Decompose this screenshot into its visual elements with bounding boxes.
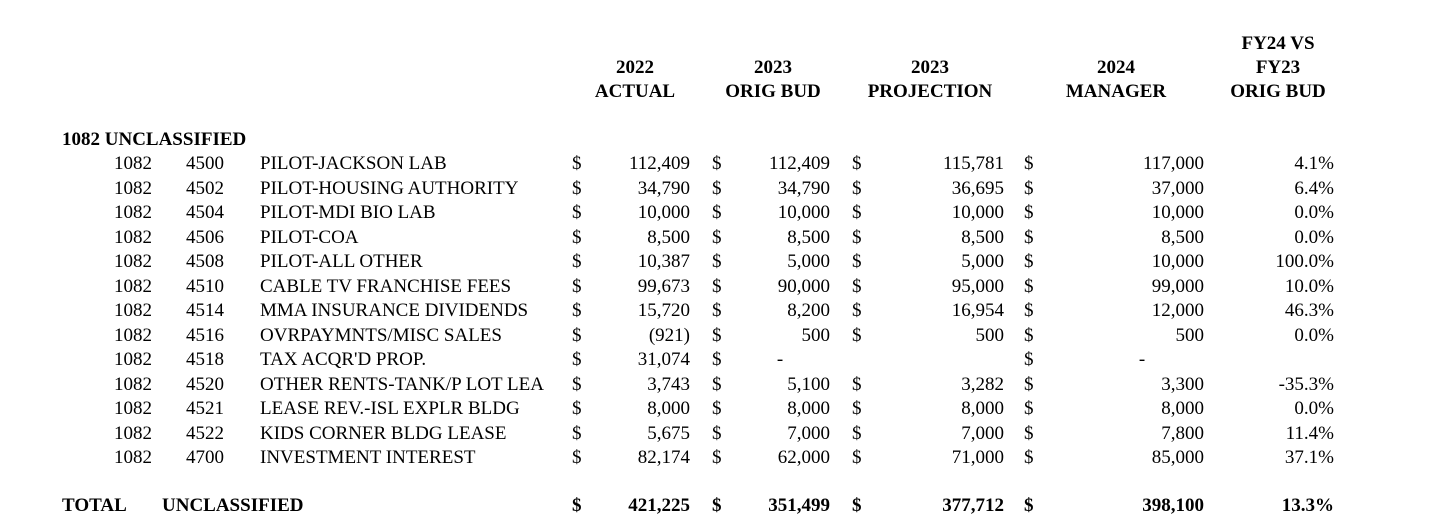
header-line: 2023	[754, 57, 792, 78]
pct-change: 4.1%	[1294, 153, 1334, 174]
account-code: 4500	[186, 153, 224, 174]
currency-sign: $	[712, 177, 722, 199]
pct-change: 0.0%	[1294, 226, 1334, 248]
manager-2024: 117,000	[1142, 153, 1204, 174]
currency-sign: $	[572, 300, 582, 321]
projection-2023: 36,695	[951, 177, 1004, 199]
fund-code: 1082	[114, 422, 152, 444]
projection-2023: 8,500	[961, 226, 1004, 248]
projection-2023: 5,000	[961, 251, 1004, 272]
projection-2023: 7,000	[961, 422, 1004, 444]
currency-sign: $	[572, 226, 582, 248]
account-description: PILOT-HOUSING AUTHORITY	[260, 177, 519, 199]
fund-code: 1082	[114, 447, 152, 468]
fund-code: 1082	[114, 300, 152, 321]
manager-2024: 85,000	[1151, 447, 1204, 468]
fund-code: 1082	[114, 177, 152, 199]
actual-2022: 8,000	[647, 398, 690, 419]
currency-sign: $	[572, 251, 582, 272]
manager-2024: 10,000	[1151, 202, 1204, 223]
currency-sign: $	[1024, 324, 1034, 346]
account-code: 4521	[186, 398, 224, 419]
currency-sign: $	[1024, 495, 1034, 516]
currency-sign: $	[1024, 398, 1034, 419]
account-description: INVESTMENT INTEREST	[260, 447, 476, 468]
projection-2023: 8,000	[961, 398, 1004, 419]
account-description: PILOT-COA	[260, 226, 359, 248]
currency-sign: $	[1024, 300, 1034, 321]
orig-bud-2023: 8,200	[787, 300, 830, 321]
pct-change: 37.1%	[1284, 447, 1334, 468]
currency-sign: $	[852, 422, 862, 444]
header-line: MANAGER	[1065, 81, 1167, 102]
currency-sign: $	[1024, 177, 1034, 199]
orig-bud-2023: 8,000	[787, 398, 830, 419]
account-description: PILOT-MDI BIO LAB	[260, 202, 436, 223]
actual-2022: 15,720	[637, 300, 690, 321]
currency-sign: $	[852, 398, 862, 419]
account-description: LEASE REV.-ISL EXPLR BLDG	[260, 398, 520, 419]
section-title: 1082 UNCLASSIFIED	[62, 129, 247, 150]
account-description: CABLE TV FRANCHISE FEES	[260, 275, 512, 297]
currency-sign: $	[1024, 275, 1034, 297]
currency-sign: $	[852, 324, 862, 346]
header-line: 2022	[616, 57, 654, 78]
fund-code: 1082	[114, 202, 152, 223]
total-manager-2024: 398,100	[1142, 495, 1204, 516]
actual-2022: 31,074	[637, 349, 690, 370]
actual-2022: 8,500	[647, 226, 690, 248]
currency-sign: $	[852, 373, 862, 395]
account-description: KIDS CORNER BLDG LEASE	[260, 422, 507, 444]
actual-2022: 5,675	[647, 422, 690, 444]
currency-sign: $	[1024, 251, 1034, 272]
currency-sign: $	[572, 177, 582, 199]
header-line: ORIG BUD	[1230, 81, 1326, 102]
account-description: OVRPAYMNTS/MISC SALES	[260, 324, 502, 346]
account-description: PILOT-JACKSON LAB	[260, 153, 447, 174]
header-line: 2023	[911, 57, 949, 78]
account-code: 4516	[186, 324, 224, 346]
projection-2023: 71,000	[951, 447, 1004, 468]
manager-2024: 37,000	[1151, 177, 1204, 199]
currency-sign: $	[572, 324, 582, 346]
pct-change: 0.0%	[1294, 398, 1334, 419]
currency-sign: $	[712, 275, 722, 297]
header-line: FY24 VS	[1241, 33, 1315, 54]
currency-sign: $	[712, 300, 722, 321]
account-description: TAX ACQR'D PROP.	[260, 349, 427, 370]
projection-2023: 500	[975, 324, 1004, 346]
currency-sign: $	[852, 226, 862, 248]
manager-2024: 8,000	[1161, 398, 1204, 419]
currency-sign: $	[712, 398, 722, 419]
currency-sign: $	[712, 373, 722, 395]
account-code: 4504	[186, 202, 224, 223]
pct-change: 11.4%	[1285, 422, 1334, 444]
pct-change: 6.4%	[1294, 177, 1334, 199]
pct-change: 10.0%	[1284, 275, 1334, 297]
account-description: MMA INSURANCE DIVIDENDS	[260, 300, 529, 321]
fund-code: 1082	[114, 251, 152, 272]
fund-code: 1082	[114, 349, 152, 370]
actual-2022: 82,174	[637, 447, 690, 468]
pct-change: 0.0%	[1294, 324, 1334, 346]
actual-2022: 112,409	[628, 153, 690, 174]
actual-2022: 34,790	[637, 177, 690, 199]
header-line: ACTUAL	[594, 81, 676, 102]
manager-2024: 10,000	[1151, 251, 1204, 272]
manager-2024: 7,800	[1161, 422, 1204, 444]
fund-code: 1082	[114, 153, 152, 174]
currency-sign: $	[712, 447, 722, 468]
fund-code: 1082	[114, 398, 152, 419]
currency-sign: $	[712, 324, 722, 346]
pct-change: 0.0%	[1294, 202, 1334, 223]
manager-2024: 8,500	[1161, 226, 1204, 248]
currency-sign: $	[712, 251, 722, 272]
manager-2024: 99,000	[1151, 275, 1204, 297]
manager-2024: 500	[1175, 324, 1204, 346]
currency-sign: $	[852, 447, 862, 468]
projection-2023: 3,282	[961, 373, 1004, 395]
currency-sign: $	[1024, 373, 1034, 395]
currency-sign: $	[572, 153, 582, 174]
manager-2024: 12,000	[1151, 300, 1204, 321]
manager-2024: -	[1138, 349, 1146, 370]
currency-sign: $	[572, 349, 582, 370]
currency-sign: $	[572, 202, 582, 223]
currency-sign: $	[572, 373, 582, 395]
currency-sign: $	[1024, 349, 1034, 370]
currency-sign: $	[852, 495, 862, 516]
currency-sign: $	[852, 153, 862, 174]
orig-bud-2023: 8,500	[787, 226, 830, 248]
account-code: 4522	[186, 422, 224, 444]
currency-sign: $	[1024, 153, 1034, 174]
currency-sign: $	[572, 275, 582, 297]
currency-sign: $	[572, 495, 582, 516]
orig-bud-2023: 62,000	[777, 447, 830, 468]
account-description: PILOT-ALL OTHER	[260, 251, 423, 272]
account-code: 4514	[186, 300, 224, 321]
header-line: PROJECTION	[867, 81, 993, 102]
account-code: 4700	[186, 447, 224, 468]
orig-bud-2023: 500	[801, 324, 830, 346]
actual-2022: 99,673	[637, 275, 690, 297]
header-line: FY23	[1255, 57, 1301, 78]
account-code: 4502	[186, 177, 224, 199]
orig-bud-2023: -	[776, 349, 784, 370]
account-description: OTHER RENTS-TANK/P LOT LEA	[260, 373, 544, 395]
total-projection-2023: 377,712	[942, 495, 1004, 516]
orig-bud-2023: 90,000	[777, 275, 830, 297]
orig-bud-2023: 10,000	[777, 202, 830, 223]
currency-sign: $	[712, 202, 722, 223]
currency-sign: $	[1024, 447, 1034, 468]
manager-2024: 3,300	[1161, 373, 1204, 395]
currency-sign: $	[572, 422, 582, 444]
orig-bud-2023: 5,000	[787, 251, 830, 272]
orig-bud-2023: 34,790	[777, 177, 830, 199]
total-orig-bud-2023: 351,499	[768, 495, 830, 516]
currency-sign: $	[712, 495, 722, 516]
currency-sign: $	[852, 177, 862, 199]
currency-sign: $	[712, 153, 722, 174]
account-code: 4510	[186, 275, 224, 297]
currency-sign: $	[712, 349, 722, 370]
projection-2023: 115,781	[942, 153, 1004, 174]
currency-sign: $	[712, 422, 722, 444]
currency-sign: $	[1024, 226, 1034, 248]
total-pct-change: 13.3%	[1281, 495, 1334, 516]
account-code: 4520	[186, 373, 224, 395]
projection-2023: 95,000	[951, 275, 1004, 297]
actual-2022: (921)	[648, 324, 690, 346]
account-code: 4508	[186, 251, 224, 272]
currency-sign: $	[852, 300, 862, 321]
account-code: 4518	[186, 349, 224, 370]
currency-sign: $	[1024, 422, 1034, 444]
currency-sign: $	[572, 447, 582, 468]
pct-change: -35.3%	[1278, 373, 1334, 395]
fund-code: 1082	[114, 275, 152, 297]
currency-sign: $	[1024, 202, 1034, 223]
actual-2022: 3,743	[647, 373, 690, 395]
header-line: ORIG BUD	[725, 81, 821, 102]
projection-2023: 10,000	[951, 202, 1004, 223]
fund-code: 1082	[114, 373, 152, 395]
orig-bud-2023: 5,100	[787, 373, 830, 395]
orig-bud-2023: 7,000	[787, 422, 830, 444]
total-label: TOTAL	[62, 495, 127, 516]
fund-code: 1082	[114, 226, 152, 248]
currency-sign: $	[852, 275, 862, 297]
currency-sign: $	[572, 398, 582, 419]
total-actual-2022: 421,225	[628, 495, 690, 516]
pct-change: 100.0%	[1275, 251, 1334, 272]
account-code: 4506	[186, 226, 224, 248]
actual-2022: 10,387	[637, 251, 690, 272]
header-line: 2024	[1097, 57, 1135, 78]
projection-2023: 16,954	[951, 300, 1004, 321]
currency-sign: $	[712, 226, 722, 248]
actual-2022: 10,000	[637, 202, 690, 223]
currency-sign: $	[852, 251, 862, 272]
total-name: UNCLASSIFIED	[162, 495, 304, 516]
fund-code: 1082	[114, 324, 152, 346]
orig-bud-2023: 112,409	[768, 153, 830, 174]
currency-sign: $	[852, 202, 862, 223]
pct-change: 46.3%	[1284, 300, 1334, 321]
